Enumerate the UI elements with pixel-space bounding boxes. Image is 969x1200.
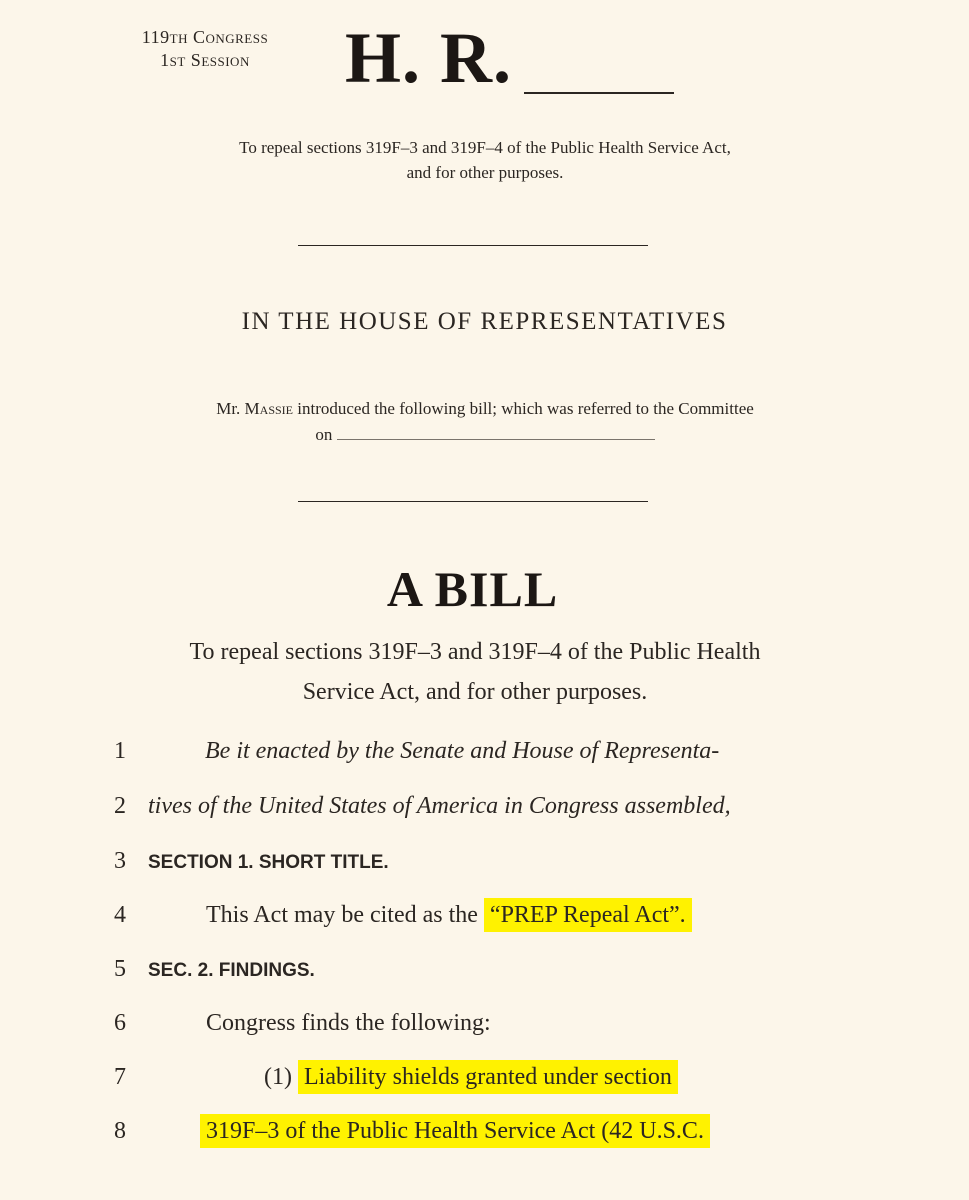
house-heading: IN THE HOUSE OF REPRESENTATIVES <box>241 308 728 335</box>
highlighted-text: Liability shields granted under section <box>298 1060 678 1094</box>
line-number: 8 <box>114 1118 126 1144</box>
bill-number-blank <box>524 92 674 94</box>
line-number: 2 <box>114 793 126 819</box>
committee-blank <box>337 438 655 440</box>
line-number: 3 <box>114 848 126 874</box>
congress-session-label <box>90 26 320 72</box>
highlighted-text: 319F–3 of the Public Health Service Act (42 U.S.C. <box>200 1114 710 1148</box>
bill-description <box>90 632 860 712</box>
introduction-statement <box>100 396 870 448</box>
line-number: 4 <box>114 902 126 928</box>
section-heading: SECTION 1. SHORT TITLE. <box>148 852 389 873</box>
top-description-line1: To repeal sections 319F–3 and 319F–4 of the Public Health Service Act, <box>239 138 731 157</box>
divider <box>298 501 648 502</box>
bill-description-line1: To repeal sections 319F–3 and 319F–4 of the Public Health <box>189 639 761 665</box>
top-description-line2: and for other purposes. <box>406 163 564 182</box>
paragraph-marker: (1) <box>264 1064 292 1090</box>
line-text: Congress finds the following: <box>206 1010 491 1036</box>
line-text: Be it enacted by the Senate and House of Representa- <box>205 738 720 764</box>
section-heading: SEC. 2. FINDINGS. <box>148 960 315 981</box>
bill-description-line2: Service Act, and for other purposes. <box>302 679 648 705</box>
line-number: 7 <box>114 1064 126 1090</box>
intro-line1 <box>100 396 870 422</box>
highlighted-short-title: “PREP Repeal Act”. <box>484 898 692 932</box>
intro-line2 <box>100 422 870 448</box>
sponsor-name: Massie <box>244 399 294 418</box>
line-text <box>206 902 692 929</box>
line-text: tives of the United States of America in Congress assembled, <box>148 793 731 819</box>
bill-heading: A BILL <box>386 561 559 617</box>
line-number: 1 <box>114 738 126 764</box>
bill-designation: H. R. <box>345 18 512 98</box>
top-description <box>100 135 870 185</box>
line-text <box>200 1118 710 1145</box>
line-text <box>264 1064 678 1091</box>
line-text-plain: This Act may be cited as the <box>206 902 478 928</box>
session-number: 1st Session <box>160 50 250 70</box>
congress-number: 119th Congress <box>141 27 269 47</box>
intro-on: on <box>315 425 333 444</box>
intro-prefix: Mr. <box>216 399 241 418</box>
line-number: 5 <box>114 956 126 982</box>
divider <box>298 245 648 246</box>
intro-text: introduced the following bill; which was referred to the Committee <box>297 399 754 418</box>
line-number: 6 <box>114 1010 126 1036</box>
